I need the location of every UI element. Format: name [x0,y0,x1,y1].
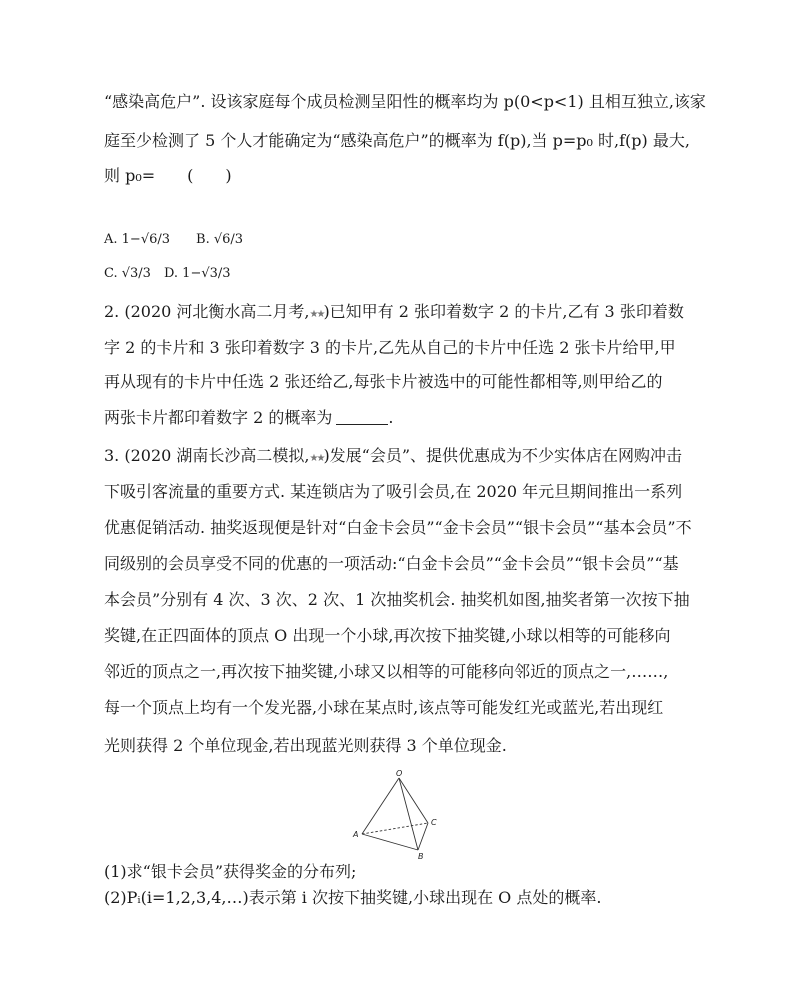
question-3-source: 3. (2020 湖南长沙高二模拟, [104,446,310,465]
edge-bc [418,823,428,850]
edge-ab [362,834,418,850]
text-line-3: 则 p₀= ( ) [104,166,232,185]
vertex-label-b: B [418,852,424,860]
text-line-2: 庭至少检测了 5 个人才能确定为“感染高危户”的概率为 f(p),当 p=p₀ 时,f(p) 最大, [104,131,690,150]
question-2-source: 2. (2020 河北衡水高二月考, [104,302,310,321]
tetrahedron-figure [344,768,454,860]
question-2-line-3: 再从现有的卡片中任选 2 张还给乙,每张卡片被选中的可能性都相等,则甲给乙的 [104,372,663,391]
question-2-text: )已知甲有 2 张印着数字 2 的卡片,乙有 3 张印着数 [323,302,684,321]
answer-blank[interactable] [336,410,388,425]
vertex-label-o: O [396,769,403,778]
difficulty-stars-icon: ★★ [309,453,324,464]
question-3-line-7: 邻近的顶点之一,再次按下抽奖键,小球又以相等的可能移向邻近的顶点之一,……, [104,662,669,681]
edge-oa [362,778,399,834]
question-2-line-2: 字 2 的卡片和 3 张印着数字 3 的卡片,乙先从自己的卡片中任选 2 张卡片给甲,甲 [104,338,676,357]
question-3-text: )发展“会员”、提供优惠成为不少实体店在网购冲击 [323,446,683,465]
options-line-cd: C. √3/3 D. 1−√3/3 [104,266,231,281]
question-3-line-1 [104,446,704,469]
vertex-label-c: C [431,818,437,827]
question-3-line-9: 光则获得 2 个单位现金,若出现蓝光则获得 3 个单位现金. [104,736,507,755]
question-2-line-4 [104,408,704,428]
vertex-label-a: A [353,830,359,839]
options-line-ab: A. 1−√6/3 B. √6/3 [104,232,244,247]
text-line-1: “感染高危户”. 设该家庭每个成员检测呈阳性的概率均为 p(0<p<1) 且相互独立,该家 [104,92,706,111]
subquestion-1: (1)求“银卡会员”获得奖金的分布列; [104,862,357,881]
question-2-period: . [388,408,394,427]
question-3-line-4: 同级别的会员享受不同的优惠的一项活动:“白金卡会员”“金卡会员”“银卡会员”“基 [104,554,679,573]
question-2-line-1 [104,302,704,325]
question-3-line-2: 下吸引客流量的重要方式. 某连锁店为了吸引会员,在 2020 年元旦期间推出一系列 [104,482,683,501]
subquestion-2: (2)Pᵢ(i=1,2,3,4,…)表示第 i 次按下抽奖键,小球出现在 O 点处的概率. [104,888,602,907]
question-3-line-5: 本会员”分别有 4 次、3 次、2 次、1 次抽奖机会. 抽奖机如图,抽奖者第一次按下抽 [104,590,690,609]
question-3-line-8: 每一个顶点上均有一个发光器,小球在某点时,该点等可能发红光或蓝光,若出现红 [104,698,664,717]
difficulty-stars-icon: ★★ [309,309,324,320]
edge-ob [399,778,418,850]
question-3-line-6: 奖键,在正四面体的顶点 O 出现一个小球,再次按下抽奖键,小球以相等的可能移向 [104,626,671,645]
edge-ac-hidden [362,823,428,834]
question-3-line-3: 优惠促销活动. 抽奖返现便是针对“白金卡会员”“金卡会员”“银卡会员”“基本会员”不 [104,518,692,537]
edge-oc [399,778,428,823]
question-2-tail: 两张卡片都印着数字 2 的概率为 [104,408,333,427]
